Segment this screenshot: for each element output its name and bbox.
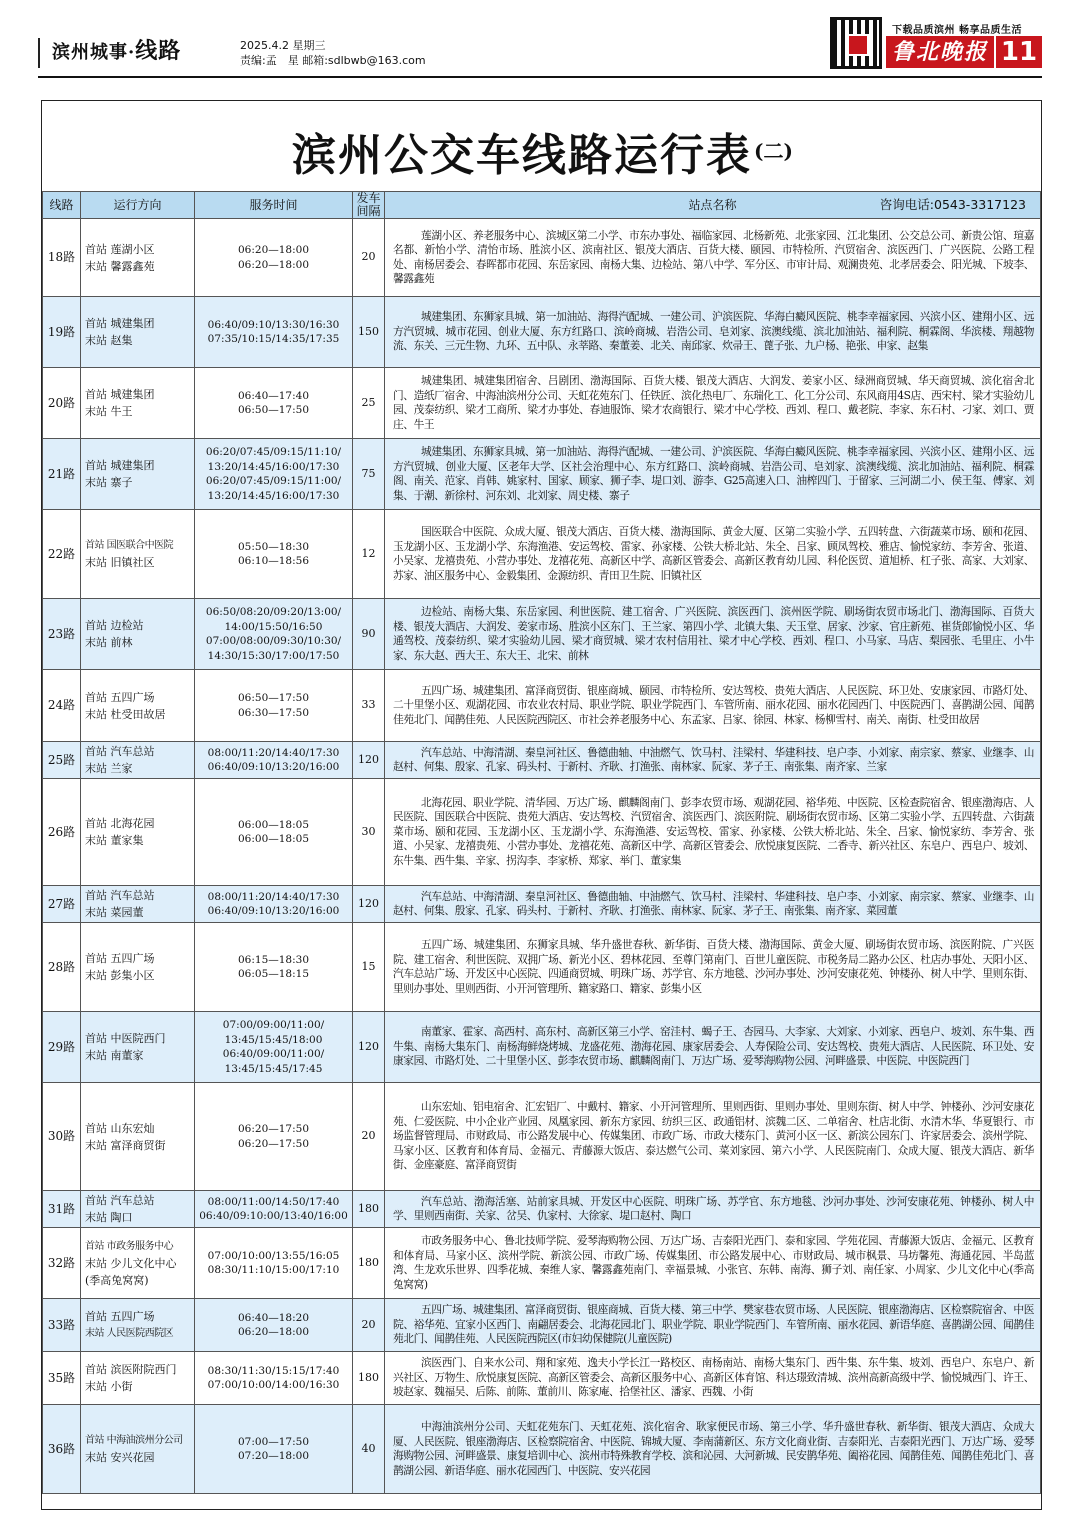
first-stop: 首站 汽车总站 — [85, 1194, 155, 1207]
service-time: 07:35/10:15/14:35/17:35 — [207, 333, 340, 345]
departure-interval: 90 — [353, 599, 385, 670]
stop-list: 汽车总站、中海清湖、秦皇河社区、鲁德曲轴、中油燃气、饮马村、洼梁村、华建科技、皂户李、小刘家、南宗家、蔡家、业继李、山赵村、何集、殷家、孔家、码头村、于新村、齐耿、打渔张、南林家、阮家、茅子王、南张集、南齐家、兰家 — [385, 742, 1041, 779]
service-time: 13:20/14:45/16:00/17:30 — [207, 460, 340, 473]
service-time-cell — [195, 1352, 353, 1405]
table-row — [43, 923, 1041, 1012]
service-time-cell — [195, 1299, 353, 1352]
service-time: 06:20/07:45/09:15/11:10/ — [205, 446, 342, 458]
last-stop: 末站 陶口 — [85, 1211, 133, 1224]
header-service-time: 服务时间 — [195, 192, 353, 219]
stop-list: 市政务服务中心、鲁北技师学院、爱琴海购物公园、万达广场、吉泰阳光西门、泰和家园、学苑花园、青藤源大饭店、金福元、区教育和体育局、马家小区、滨州学院、新滨公园、市政广场、传媒集团、市公路发展中心、市财政局、城市枫景、马坊馨苑、海通花园、半岛蓝湾、生龙欢乐世界、四季花城、秦维人家、馨露鑫苑南门、幸福景城、小张官、东韩、南海、狮子刘、南任家、小周家、少儿文化中心(季高兔窝窝) — [385, 1228, 1041, 1299]
service-time: 06:40/09:10/13:20/16:00 — [207, 905, 340, 917]
page-number: 11 — [996, 36, 1042, 68]
service-time: 13:45/15:45/18:00 — [224, 1033, 323, 1046]
table-header-row — [43, 192, 1041, 219]
direction-cell — [81, 297, 195, 368]
table-body — [43, 219, 1041, 1494]
service-time: 06:00—18:05 — [237, 833, 310, 845]
first-stop: 首站 城建集团 — [85, 317, 155, 330]
stop-list: 五四广场、城建集团、富泽商贸街、银座商城、颐园、市特检所、安达驾校、贵苑大酒店、人民医院、环卫处、安康家园、市路灯处、二十里堡小区、观湖花园、市农业农村局、职业学院、职业学院西门、车管所南、丽水花园、丽水花园西门、中医院西门、喜鹊湖公园、闻鹊佳苑北门、闻鹊佳苑、人民医院西院区、市社会养老服务中心、东孟家、吕家、徐园、林家、杨柳雪村、南关、南街、杜受田故居 — [385, 670, 1041, 742]
departure-interval: 20 — [353, 1083, 385, 1191]
first-stop: 首站 滨医附院西门 — [85, 1363, 177, 1376]
departure-interval: 12 — [353, 510, 385, 599]
last-stop: 末站 旧镇社区 — [85, 556, 155, 569]
issue-date: 2025.4.2 星期三 — [240, 39, 326, 52]
service-time-cell — [195, 439, 353, 510]
last-stop: 末站 菜园董 — [85, 906, 144, 919]
service-time: 06:40—17:40 — [237, 389, 310, 402]
service-time: 06:50/08:20/09:20/13:00/ — [205, 606, 342, 618]
service-time: 06:00—18:05 — [237, 818, 310, 831]
line-number: 22路 — [43, 510, 81, 599]
service-time: 13:20/14:45/16:00/17:30 — [207, 489, 340, 502]
stop-list: 边检站、南杨大集、东岳家园、利世医院、建工宿舍、广兴医院、滨医西门、滨州医学院、刷场街农贸市场北门、渤海国际、百货大楼、银茂大酒店、大润发、姜家市场、胜滨小区东门、王兰家、第四小学、北镇大集、天玉堂、居家、沙家、官庄新苑、崔货郎愉悦小区、华通驾校、茂泰纺织、梁才实验幼儿园、梁才商贸城、梁才农村信用社、梁才中心学校、西刘、程口、小马家、马店、梨园张、毛里庄、小牛家、东大赵、西大王、东大王、北宋、前林 — [385, 599, 1041, 670]
service-time: 06:10—18:56 — [237, 555, 310, 567]
service-time-cell — [195, 1012, 353, 1083]
service-time-cell — [195, 886, 353, 923]
table-row — [43, 368, 1041, 439]
service-time: 06:30—17:50 — [237, 706, 310, 719]
first-stop: 首站 汽车总站 — [85, 745, 155, 758]
table-row — [43, 1352, 1041, 1405]
service-time: 08:30/11:10/15:00/17:10 — [207, 1264, 340, 1276]
first-stop: 首站 山东宏灿 — [85, 1121, 155, 1135]
service-time: 07:00/10:00/13:55/16:05 — [207, 1249, 340, 1262]
line-number: 28路 — [43, 923, 81, 1012]
hotline: 咨询电话:0543-3317123 — [879, 197, 1026, 212]
service-time: 08:00/11:20/14:40/17:30 — [207, 890, 340, 903]
line-number: 23路 — [43, 599, 81, 670]
direction-cell — [81, 219, 195, 297]
departure-interval: 150 — [353, 297, 385, 368]
service-time: 06:20—18:00 — [237, 244, 310, 256]
stop-list: 城建集团、东狮家具城、第一加油站、海得汽配城、一建公司、沪滨医院、华海白癜风医院、桃李幸福家园、兴滨小区、建翔小区、远方汽贸城、城市花园、创业大厦、东方红路口、滨岭商城、岩浩公司、皂刘家、滨澳线缆、滨北加油站、福利院、桐霖阁、华滨楼、翔越物流、东关、三元生物、九环、五中队、永莘路、秦董姜、北关、南邱家、炊帚王、蓖子张、九户杨、艳张、申家、赵集 — [385, 297, 1041, 368]
table-row — [43, 599, 1041, 670]
departure-interval: 180 — [353, 1352, 385, 1405]
departure-interval: 120 — [353, 1012, 385, 1083]
slogan: 下载品质滨州 畅享品质生活 — [892, 25, 1022, 36]
header-interval: 发车间隔 — [353, 192, 385, 219]
direction-cell — [81, 510, 195, 599]
line-number: 35路 — [43, 1352, 81, 1405]
stop-list: 五四广场、城建集团、东狮家具城、华升盛世春秋、新华街、百货大楼、渤海国际、黄金大厦、刷场街农贸市场、滨医附院、广兴医院、建工宿舍、利世医院、双拥广场、新光小区、碧林花园、至尊门第南门、百世儿童医院、市税务局二路办公区、杜店办事处、天阳小区、汽车总站广场、开发区中心医院、四通商贸城、明珠广场、苏学官、东方地毯、沙河办事处、沙河安康花苑、钟楼孙、树人中学、里则东街、里则办事处、里则西街、小开河管理所、籍家路口、籍家、彭集小区 — [385, 923, 1041, 1012]
service-time: 06:50—17:50 — [237, 404, 310, 416]
service-time-cell — [195, 779, 353, 886]
stop-list: 汽车总站、渤海活塞、站前家具城、开发区中心医院、明珠广场、苏学官、东方地毯、沙河办事处、沙河安康花苑、钟楼孙、树人中学、里则西南街、关家、岔吴、仇家村、大徐家、堤口赵村、陶口 — [385, 1191, 1041, 1228]
service-time: 14:30/15:30/17:00/17:50 — [207, 649, 340, 662]
page-header — [0, 0, 1081, 80]
last-stop: 末站 牛王 — [85, 405, 133, 418]
header-rule — [38, 76, 1042, 78]
service-time-cell — [195, 1405, 353, 1494]
service-time: 06:40/09:00/11:00/ — [222, 1048, 325, 1060]
stop-list: 滨医西门、自来水公司、翔和家苑、逸夫小学长江一路校区、南杨南站、南杨大集东门、西牛集、东牛集、坡刘、西皂户、东皂户、新兴社区、万物生、欣悦康复医院、高新区管委会、高新区服务中心、高新区体育馆、科达璟致清城、滨州高新高级中学、愉悦城西门、许王、坡赵家、魏福吴、后陈、前陈、董前川、陈家庵、拾堡社区、潘家、西魏、小街 — [385, 1352, 1041, 1405]
last-stop: 末站 兰家 — [85, 762, 133, 775]
content-frame — [41, 100, 1042, 1510]
service-time: 08:00/11:20/14:40/17:30 — [207, 746, 340, 759]
departure-interval: 180 — [353, 1228, 385, 1299]
line-number: 29路 — [43, 1012, 81, 1083]
direction-cell — [81, 670, 195, 742]
service-time: 07:00/10:00/14:00/16:30 — [207, 1379, 340, 1391]
first-stop: 首站 五四广场 — [85, 690, 155, 704]
last-stop: 末站 小街 — [85, 1380, 133, 1393]
service-time: 07:00—17:50 — [237, 1435, 310, 1448]
service-time: 08:00/11:00/14:50/17:40 — [207, 1195, 340, 1208]
service-time-cell — [195, 368, 353, 439]
issue-info — [240, 38, 426, 68]
direction-cell — [81, 923, 195, 1012]
service-time: 06:20—17:50 — [237, 1123, 310, 1135]
last-stop: 末站 人民医院西院区 — [85, 1328, 174, 1339]
direction-cell — [81, 1352, 195, 1405]
departure-interval: 120 — [353, 742, 385, 779]
stop-list: 城建集团、东狮家具城、第一加油站、海得汽配城、一建公司、沪滨医院、华海白癜风医院、桃李幸福家园、兴滨小区、建翔小区、远方汽贸城、创业大厦、区老年大学、区社会治理中心、东方红路口、滨岭商城、岩浩公司、皂刘家、滨澳线缆、滨北加油站、福利院、桐霖阁、南关、范家、肖韩、姚家村、国家、顾家、狮子李、堤口刘、游李、G25高速入口、油榨四门、于留家、三河湖二小、侯王玺、傅家、刘集、于潮、新徐村、河东刘、北刘家、周史楼、寨子 — [385, 439, 1041, 510]
table-row — [43, 1012, 1041, 1083]
first-stop: 首站 中海油滨州分公司 — [85, 1435, 183, 1446]
departure-interval: 20 — [353, 1299, 385, 1352]
header-line: 线路 — [43, 192, 81, 219]
direction-cell — [81, 1299, 195, 1352]
direction-cell — [81, 439, 195, 510]
first-stop: 首站 市政务服务中心 — [85, 1240, 174, 1252]
table-row — [43, 1405, 1041, 1494]
table-row — [43, 1228, 1041, 1299]
service-time: 06:50—17:50 — [237, 692, 310, 704]
line-number: 19路 — [43, 297, 81, 368]
editor-info: 责编:孟 星 邮箱:sdlbwb@163.com — [240, 54, 426, 67]
header-stops: 站点名称 咨询电话:0543-3317123 — [385, 192, 1041, 219]
direction-cell — [81, 742, 195, 779]
departure-interval: 75 — [353, 439, 385, 510]
first-stop: 首站 汽车总站 — [85, 889, 155, 902]
table-row — [43, 1083, 1041, 1191]
direction-cell — [81, 1083, 195, 1191]
stop-list: 山东宏灿、铝电宿舍、汇宏铝厂、中戴村、籍家、小开河管理所、里则西街、里则办事处、里则东街、树人中学、钟楼孙、沙河安康花苑、仁爱医院、中小企业产业园、凤凰家园、新东方家园、纺织三区、政通铝材、滨魏二区、二单宿舍、杜店北街、水清木华、华夏银行、市场监督管理局、市财政局、市公路发展中心、传媒集团、市政广场、市政大楼东门、黄河小区一区、新滨公园东门、许家居委会、滨州学院、马家小区、区教育和体育局、金福元、青藤源大饭店、泰达燃气公司、菜刘家园、第六小学、人民医院南门、众成大厦、银茂大酒店、新华街、金座豪庭、富泽商贸街 — [385, 1083, 1041, 1191]
line-number: 31路 — [43, 1191, 81, 1228]
line-number: 20路 — [43, 368, 81, 439]
departure-interval: 15 — [353, 923, 385, 1012]
first-stop: 首站 国医联合中医院 — [85, 540, 174, 551]
service-time: 07:00/08:00/09:30/10:30/ — [205, 635, 342, 647]
first-stop: 首站 城建集团 — [85, 459, 155, 472]
last-stop: 末站 彭集小区 — [85, 969, 155, 982]
service-time: 07:00/09:00/11:00/ — [222, 1019, 325, 1031]
direction-cell — [81, 886, 195, 923]
line-number: 21路 — [43, 439, 81, 510]
table-row — [43, 886, 1041, 923]
departure-interval: 20 — [353, 219, 385, 297]
title-suffix: (二) — [754, 139, 793, 163]
stop-list: 城建集团、城建集团宿舍、吕剧团、渤海国际、百货大楼、银茂大酒店、大润发、姜家小区、绿洲商贸城、华天商贸城、滨化宿舍北门、造纸厂宿舍、中海油滨州分公司、天虹花苑东门、任铁匠、滨化热电厂、东瑞化工、化工分公司、东风商用4S店、西宋村、梁才实验幼儿园、茂泰纺织、梁才工商所、梁才办事处、春迪服饰、梁才农商银行、梁才中心学校、西刘、程口、戴老院、李家、东石村、刁家、刘口、贾庄、牛王 — [385, 368, 1041, 439]
service-time: 06:20—18:00 — [237, 1326, 310, 1338]
stop-list: 莲湖小区、养老服务中心、滨城区第二小学、市东办事处、福临家园、北杨新苑、北张家园、江北集团、公交总公司、新贵公馆、瑄嘉名都、新怡小学、清怡市场、胜滨小区、滨南社区、银茂大酒店、百货大楼、颐园、市特检所、汽贸宿舍、滨医西门、广兴医院、公路工程处、南杨居委会、春晖都市花园、东岳家园、南杨大集、边检站、第八中学、军分区、市审计局、观澜贵苑、北孝居委会、阳光城、下坡李、馨露鑫苑 — [385, 219, 1041, 297]
line-number: 32路 — [43, 1228, 81, 1299]
bus-route-table — [42, 191, 1041, 1494]
service-time: 06:40/09:10:00/13:40/16:00 — [199, 1210, 348, 1222]
service-time: 06:15—18:30 — [237, 953, 310, 966]
table-row — [43, 510, 1041, 599]
last-stop: 末站 南董家 — [85, 1049, 144, 1062]
service-time: 06:40/09:10/13:30/16:30 — [207, 318, 340, 331]
service-time-cell — [195, 599, 353, 670]
last-stop-note: (季高兔窝窝) — [85, 1273, 149, 1287]
last-stop: 末站 少儿文化中心 — [85, 1256, 177, 1270]
service-time-cell — [195, 510, 353, 599]
service-time-cell — [195, 670, 353, 742]
first-stop: 首站 北海花园 — [85, 817, 155, 830]
first-stop: 首站 中医院西门 — [85, 1032, 166, 1045]
direction-cell — [81, 779, 195, 886]
departure-interval: 40 — [353, 1405, 385, 1494]
last-stop: 末站 安兴花园 — [85, 1451, 155, 1464]
table-row — [43, 1191, 1041, 1228]
service-time-cell — [195, 1228, 353, 1299]
table-row — [43, 742, 1041, 779]
page-title: 滨州公交车线路运行表 $^{(二)}$ — [292, 130, 793, 181]
stop-list: 国医联合中医院、众成大厦、银茂大酒店、百货大楼、渤海国际、黄金大厦、区第二实验小学、五四转盘、六街蔬菜市场、颐和花园、玉龙湖小区、玉龙湖小学、东海渔港、安运驾校、雷家、孙家楼、公铁大桥北站、朱全、吕家、顾凤驾校、雅店、愉悦家纺、李芳舍、张道、小吴家、龙禧贵苑、小营办事处、龙禧花苑、高新区中学、高新区管委会、高新区教育幼儿园、科伦医贸、道旭桥、杠子张、高家、大刘家、苏家、油区服务中心、金毅集团、金源纺织、青田卫生院、旧镇社区 — [385, 510, 1041, 599]
last-stop: 末站 杜受田故居 — [85, 707, 166, 721]
line-number: 36路 — [43, 1405, 81, 1494]
direction-cell — [81, 368, 195, 439]
stop-list: 北海花园、职业学院、清华园、万达广场、麒麟阁南门、彭李农贸市场、观湖花园、裕华苑、中医院、区检查院宿舍、银座渤海店、人民医院、国医联合中医院、贵苑大酒店、安达驾校、汽贸宿舍、滨医西门、滨医附院、刷场街农贸市场、区第二实验小学、五四转盘、六街蔬菜市场、颐和花园、玉龙湖小区、玉龙湖小学、东海渔港、安运驾校、雷家、孙家楼、公铁大桥北站、朱全、吕家、愉悦家纺、李芳舍、张道、小吴家、龙禧贵苑、小营办事处、龙禧花苑、高新区中学、高新区管委会、欣悦康复医院、二香寺、新兴社区、东皂户、西皂户、坡刘、东牛集、西牛集、辛家、拐沟李、李家桥、郑家、举门、董家集 — [385, 779, 1041, 886]
last-stop: 末站 董家集 — [85, 834, 144, 847]
direction-cell — [81, 599, 195, 670]
service-time: 06:40—18:20 — [237, 1311, 310, 1324]
stop-list: 南董家、霍家、高西村、高东村、高新区第三小学、窑洼村、蝎子王、杏园马、大李家、大刘家、小刘家、西皂户、坡刘、东牛集、西牛集、南杨大集东门、南杨海鲜烧烤城、龙盛花苑、渤海花园、康家居委会、人寿保险公司、安达驾校、贵苑大酒店、人民医院、环卫处、安康家园、市路灯处、二十里堡小区、彭李农贸市场、麒麟阁南门、万达广场、爱琴海购物公园、河畔盛景、中医院、中医院西门 — [385, 1012, 1041, 1083]
service-time: 06:20—17:50 — [237, 1137, 310, 1150]
first-stop: 首站 五四广场 — [85, 1310, 155, 1323]
service-time: 07:20—18:00 — [237, 1450, 310, 1462]
departure-interval: 25 — [353, 368, 385, 439]
stop-list: 中海油滨州分公司、天虹花苑东门、天虹花苑、滨化宿舍、耿家便民市场、第三小学、华升盛世春秋、新华街、银茂大酒店、众成大厦、人民医院、银座渤海店、区检察院宿舍、中医院、锦城大厦、李南蒲新区、东方文化商业街、吉泰阳光、吉泰阳光西门、万达广场、爱琴海购物公园、河畔盛景、康复培训中心、滨州市特殊教育学校、滨和沁园、大河新城、民安鹊华苑、阖裕花园、闻鹊佳苑、闻鹊佳苑北门、喜鹊湖公园、新语华庭、丽水花园西门、中医院、安兴花园 — [385, 1405, 1041, 1494]
line-number: 30路 — [43, 1083, 81, 1191]
service-time: 08:30/11:30/15:15/17:40 — [207, 1364, 340, 1377]
direction-cell — [81, 1228, 195, 1299]
service-time: 14:00/15:50/16:50 — [224, 620, 323, 633]
last-stop: 末站 赵集 — [85, 334, 133, 347]
service-time-cell — [195, 1191, 353, 1228]
stop-list: 五四广场、城建集团、富泽商贸街、银座商城、百货大楼、第三中学、樊家巷农贸市场、人民医院、银座渤海店、区检察院宿舍、中医院、裕华苑、宜家小区西门、南翩居委会、北海花园北门、职业学院、职业学院西门、车管所南、丽水花园、新语华庭、喜鹊湖公园、闻鹊佳苑北门、闻鹊佳苑、人民医院西院区(市妇幼保健院(儿童医院) — [385, 1299, 1041, 1352]
departure-interval: 120 — [353, 886, 385, 923]
service-time: 06:40/09:10/13:20/16:00 — [207, 761, 340, 773]
section-name: 滨州城事·线路 — [52, 38, 182, 64]
service-time-cell — [195, 742, 353, 779]
line-number: 26路 — [43, 779, 81, 886]
last-stop: 末站 富泽商贸街 — [85, 1138, 166, 1152]
first-stop: 首站 五四广场 — [85, 952, 155, 965]
service-time-cell — [195, 923, 353, 1012]
service-time: 13:45/15:45/17:45 — [224, 1062, 323, 1075]
line-number: 25路 — [43, 742, 81, 779]
header-divider — [38, 38, 40, 68]
service-time: 05:50—18:30 — [237, 540, 310, 553]
line-number: 27路 — [43, 886, 81, 923]
table-row — [43, 439, 1041, 510]
first-stop: 首站 莲湖小区 — [85, 242, 155, 256]
departure-interval: 180 — [353, 1191, 385, 1228]
last-stop: 末站 寨子 — [85, 476, 133, 489]
line-number: 24路 — [43, 670, 81, 742]
service-time-cell — [195, 1083, 353, 1191]
line-number: 18路 — [43, 219, 81, 297]
direction-cell — [81, 1012, 195, 1083]
service-time: 06:05—18:15 — [237, 968, 310, 980]
table-row — [43, 779, 1041, 886]
last-stop: 末站 馨露鑫苑 — [85, 259, 155, 273]
first-stop: 首站 边检站 — [85, 619, 144, 632]
direction-cell — [81, 1405, 195, 1494]
departure-interval: 33 — [353, 670, 385, 742]
table-row — [43, 670, 1041, 742]
direction-cell — [81, 1191, 195, 1228]
stop-list: 汽车总站、中海清湖、秦皇河社区、鲁德曲轴、中油燃气、饮马村、洼梁村、华建科技、皂户李、小刘家、南宗家、蔡家、业继李、山赵村、何集、殷家、孔家、码头村、于新村、齐耿、打渔张、南林家、阮家、茅子王、南张集、南齐家、菜园董 — [385, 886, 1041, 923]
newspaper-logo: 鲁北晚报 — [886, 36, 994, 68]
departure-interval: 30 — [353, 779, 385, 886]
first-stop: 首站 城建集团 — [85, 388, 155, 401]
table-row — [43, 219, 1041, 297]
table-row — [43, 297, 1041, 368]
service-time: 06:20/07:45/09:15/11:00/ — [205, 475, 342, 487]
line-number: 33路 — [43, 1299, 81, 1352]
service-time: 06:20—18:00 — [237, 258, 310, 271]
service-time-cell — [195, 297, 353, 368]
qr-code-icon — [830, 17, 882, 69]
header-direction: 运行方向 — [81, 192, 195, 219]
service-time-cell — [195, 219, 353, 297]
last-stop: 末站 前林 — [85, 636, 133, 649]
table-row — [43, 1299, 1041, 1352]
